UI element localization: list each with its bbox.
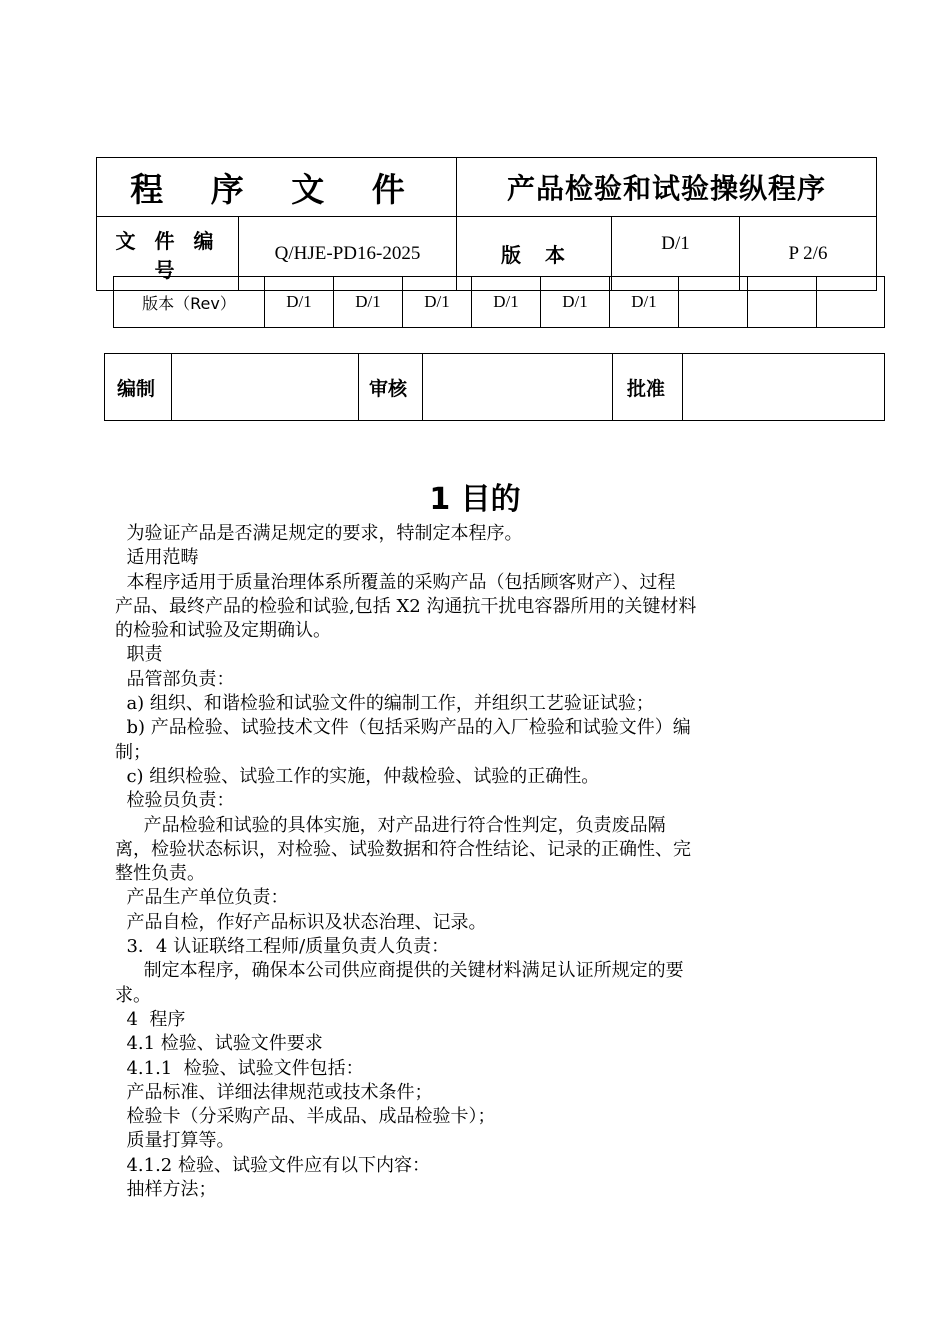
doc-number-label: 文 件 编 号 xyxy=(97,217,239,291)
body-line: 的检验和试验及定期确认。 xyxy=(115,620,331,642)
revision-cell xyxy=(817,277,885,328)
body-line: 适用范畴 xyxy=(115,547,199,569)
body-line: 制； xyxy=(115,741,151,763)
body-line: 本程序适用于质量治理体系所覆盖的采购产品（包括顾客财产）、过程 xyxy=(115,571,676,593)
document-header-table xyxy=(96,157,877,291)
revision-cell: D/1 xyxy=(610,277,679,328)
body-line: 制定本程序，确保本公司供应商提供的关键材料满足认证所规定的要 xyxy=(115,960,684,982)
body-line: 产品标准、详细法律规范或技术条件； xyxy=(115,1081,433,1103)
prepared-by-label: 编制 xyxy=(105,354,172,421)
body-line: 4.1.1 检验、试验文件包括： xyxy=(115,1057,364,1079)
revision-cell: D/1 xyxy=(541,277,610,328)
body-line: 为验证产品是否满足规定的要求，特制定本程序。 xyxy=(115,523,523,544)
body-line: a) 组织、和谐检验和试验文件的编制工作，并组织工艺验证试验； xyxy=(115,693,654,715)
revision-table xyxy=(113,276,885,328)
body-line: 产品、最终产品的检验和试验,包括 X2 沟通抗干扰电容器所用的关键材料 xyxy=(115,595,697,617)
body-line: 产品自检，作好产品标识及状态治理、记录。 xyxy=(115,911,487,933)
body-line: 离，检验状态标识，对检验、试验数据和符合性结论、记录的正确性、完 xyxy=(115,838,691,860)
body-line: 抽样方法； xyxy=(115,1179,217,1201)
revision-cell xyxy=(748,277,817,328)
approved-by-label: 批准 xyxy=(613,354,683,421)
version-label: 版 本 xyxy=(457,217,612,291)
revision-cell: D/1 xyxy=(334,277,403,328)
document-body xyxy=(115,522,830,1202)
body-line: 4.1.2 检验、试验文件应有以下内容： xyxy=(115,1154,430,1176)
body-line: b) 产品检验、试验技术文件（包括采购产品的入厂检验和试验文件）编 xyxy=(115,717,691,739)
body-line: 职责 xyxy=(115,644,163,666)
body-line: 3．4 认证联络工程师/质量负责人负责： xyxy=(115,936,450,958)
approved-by-field[interactable] xyxy=(683,354,885,421)
body-line: 产品生产单位负责： xyxy=(115,887,289,909)
body-line: 检验卡（分采购产品、半成品、成品检验卡）； xyxy=(115,1106,496,1128)
body-line: 整性负责。 xyxy=(115,863,205,885)
revision-row xyxy=(114,277,885,328)
signoff-table xyxy=(104,353,885,421)
document-title: 产品检验和试验操纵程序 xyxy=(457,158,877,217)
body-line: 品管部负责： xyxy=(115,668,235,690)
page-number: P 2/6 xyxy=(740,217,877,291)
reviewed-by-label: 审核 xyxy=(359,354,423,421)
revision-cell: D/1 xyxy=(403,277,472,328)
version-value: D/1 xyxy=(612,217,740,291)
revision-cell: D/1 xyxy=(472,277,541,328)
document-type: 程 序 文 件 xyxy=(97,158,457,217)
reviewed-by-field[interactable] xyxy=(423,354,613,421)
body-line: c) 组织检验、试验工作的实施，仲裁检验、试验的正确性。 xyxy=(115,765,600,787)
revision-cell xyxy=(679,277,748,328)
body-line: 4 程序 xyxy=(115,1008,186,1030)
section-heading: 1 目的 xyxy=(429,482,521,517)
body-line: 质量打算等。 xyxy=(115,1130,235,1152)
body-line: 产品检验和试验的具体实施，对产品进行符合性判定，负责废品隔 xyxy=(115,814,666,836)
prepared-by-field[interactable] xyxy=(172,354,359,421)
body-line: 4.1 检验、试验文件要求 xyxy=(115,1033,323,1055)
body-line: 求。 xyxy=(115,984,151,1006)
revision-label: 版本（Rev） xyxy=(114,277,265,328)
doc-number-value: Q/HJE-PD16-2025 xyxy=(239,217,457,291)
body-line: 检验员负责： xyxy=(115,790,235,812)
revision-cell: D/1 xyxy=(265,277,334,328)
